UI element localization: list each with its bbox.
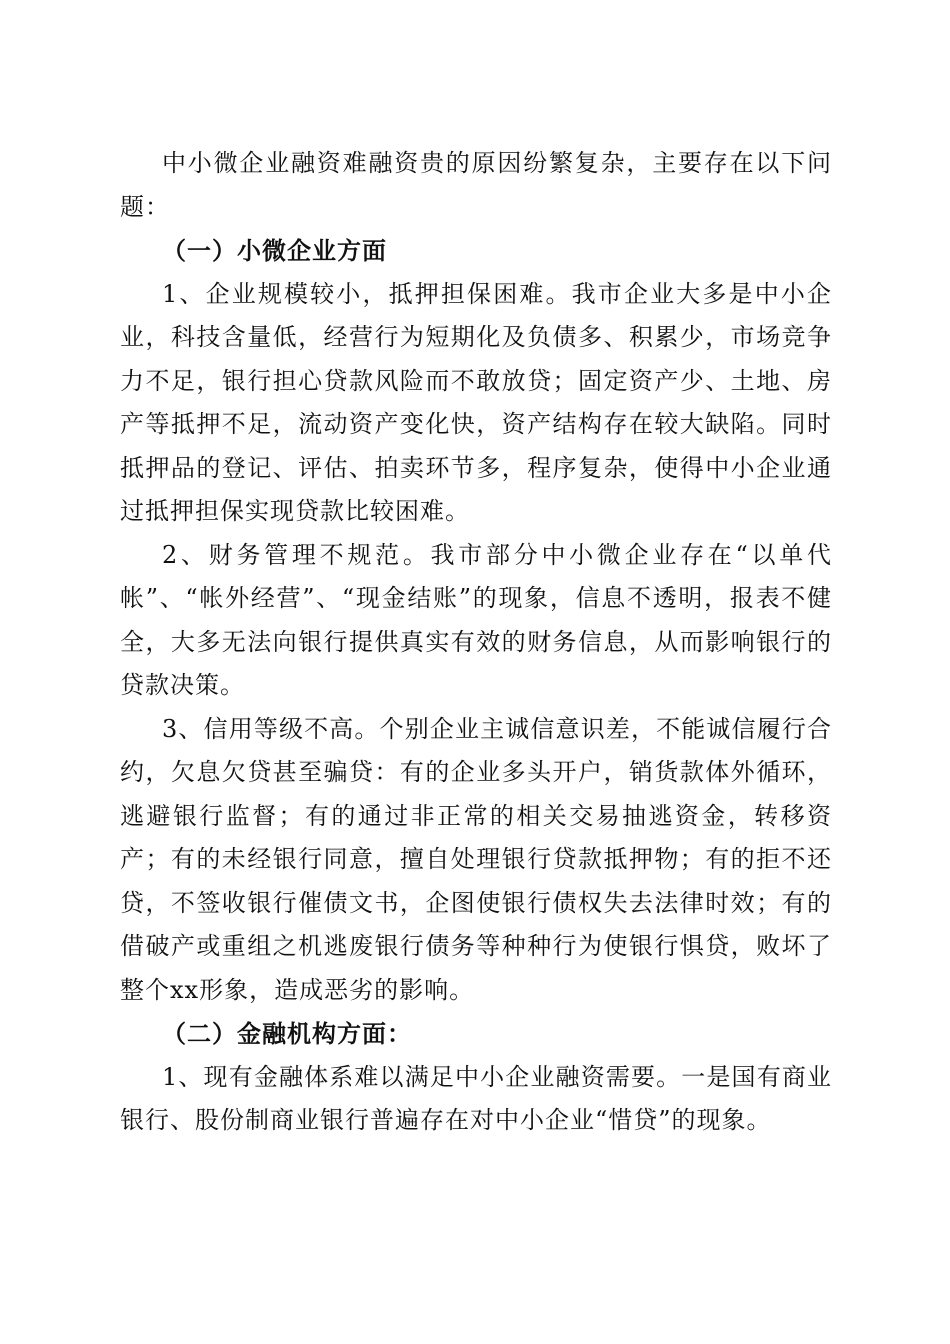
- section-heading-financial-institutions: （二）金融机构方面：: [162, 1019, 412, 1048]
- paragraph-enterprise-scale: 1、企业规模较小，抵押担保困难。我市企业大多是中小企业，科技含量低，经营行为短期化及负债多、积累少，市场竞争力不足，银行担心贷款风险而不敢放贷；固定资产少、土地、房产等抵押不足，流动资产变化快，资产结构存在较大缺陷。同时抵押品的登记、评估、拍卖环节多，程序复杂，使得中小企业通过抵押担保实现贷款比较困难。: [120, 279, 832, 525]
- paragraph-financial-system: 1、现有金融体系难以满足中小企业融资需要。一是国有商业银行、股份制商业银行普遍存在对中小企业“惜贷”的现象。: [120, 1062, 832, 1134]
- section-heading-small-micro-enterprises: （一）小微企业方面: [162, 236, 387, 265]
- paragraph-financial-management: 2、财务管理不规范。我市部分中小微企业存在“以单代帐”、“帐外经营”、“现金结账”的现象，信息不透明，报表不健全，大多无法向银行提供真实有效的财务信息，从而影响银行的贷款决策。: [120, 540, 832, 699]
- paragraph-credit-rating: 3、信用等级不高。个别企业主诚信意识差，不能诚信履行合约，欠息欠贷甚至骗贷：有的企业多头开户，销货款体外循环，逃避银行监督；有的通过非正常的相关交易抽逃资金，转移资产；有的未经银行同意，擅自处理银行贷款抵押物；有的拒不还贷，不签收银行催债文书，企图使银行债权失去法律时效；有的借破产或重组之机逃废银行债务等种种行为使银行惧贷，败坏了整个xx形象，造成恶劣的影响。: [120, 714, 832, 1004]
- document-body: [120, 142, 832, 1143]
- intro-paragraph: 中小微企业融资难融资贵的原因纷繁复杂，主要存在以下问题：: [120, 149, 832, 221]
